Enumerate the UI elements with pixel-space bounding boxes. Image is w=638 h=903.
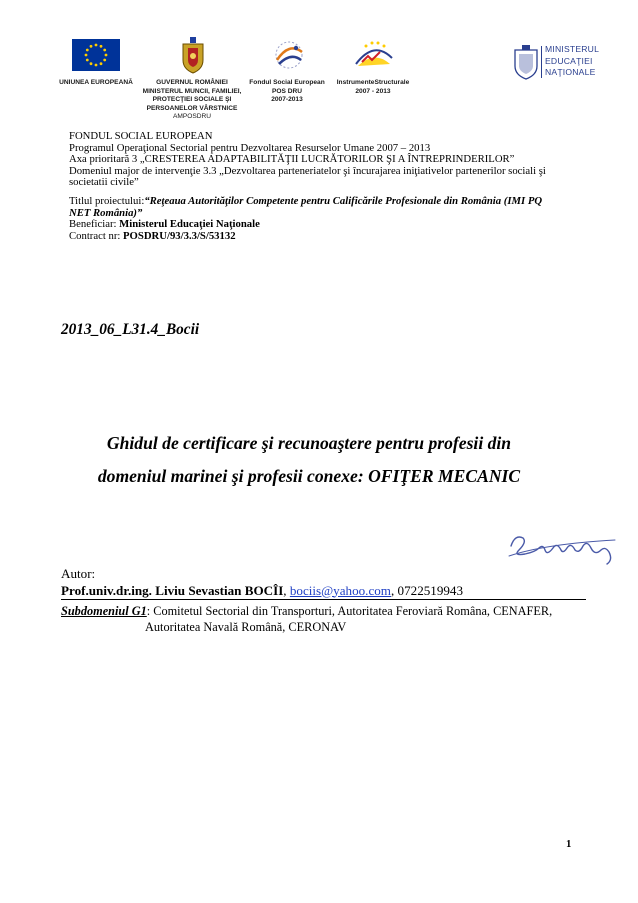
fse-heading: FONDUL SOCIAL EUROPEAN: [69, 130, 213, 142]
project-title-continued: NET România)”: [69, 206, 143, 219]
domain-line-continued: societatii civile”: [69, 176, 139, 189]
subdomain-label: Subdomeniul G1: [61, 604, 147, 618]
program-line: Programul Operaţional Sectorial pentru Dezvoltarea Resurselor Umane 2007 – 2013: [69, 141, 431, 154]
instrumente-label: InstrumenteStructurale 2007 - 2013: [336, 79, 410, 95]
domain-line: Domeniul major de intervenţie 3.3 „Dezvoltarea parteneriatelor şi încurajarea iniţiativelor partenerilor sociali şi: [69, 164, 546, 177]
signature-image: [505, 526, 620, 570]
project-title-label: Titlul proiectului:: [69, 194, 145, 207]
author-line: Prof.univ.dr.ing. Liviu Sevastian BOCÎI, bociis@yahoo.com, 0722519943: [61, 582, 464, 598]
author-name: Prof.univ.dr.ing. Liviu Sevastian BOCÎI: [61, 582, 284, 598]
main-title: [0, 427, 618, 493]
document-code: 2013_06_L31.4_Bocii: [61, 321, 200, 338]
author-phone: , 0722519943: [391, 582, 464, 598]
ministry-crest-icon: [513, 44, 539, 80]
author-block: [61, 566, 463, 599]
contract-label: Contract nr:: [69, 229, 124, 242]
separator-line: [61, 599, 586, 600]
contract-line: [69, 231, 569, 243]
ministry-logo-text: MINISTERUL EDUCAŢIEI NAŢIONALE: [545, 44, 600, 77]
main-title-line2: domeniul marinei şi profesii conexe: OFIŢER MECANIC: [97, 466, 521, 486]
axis-line: Axa prioritară 3 „CRESTEREA ADAPTABILITĂŢII LUCRĂTORILOR ŞI A ÎNTREPRINDERILOR”: [69, 153, 515, 166]
author-label: Autor:: [61, 566, 96, 581]
subdomain-text: : Comitetul Sectorial din Transporturi, Autoritatea Feroviară Româna, CENAFER,: [146, 604, 553, 618]
page-number: 1: [566, 838, 572, 850]
fse-logo-icon: [270, 38, 308, 72]
contract-value: POSDRU/93/3.3/S/53132: [123, 229, 236, 242]
beneficiary-value: Ministerul Educaţiei Naţionale: [119, 218, 260, 231]
fse-label: Fondul Social European POS DRU 2007-2013: [249, 79, 325, 104]
eu-flag-icon: [72, 39, 120, 71]
subdomain-block: [61, 604, 591, 635]
beneficiary-label: Beneficiar:: [69, 218, 120, 231]
subdomain-text-continued: Autoritatea Navală Română, CERONAV: [145, 619, 347, 634]
author-email-link[interactable]: bociis@yahoo.com: [289, 582, 391, 598]
romania-coat-of-arms-icon: [180, 36, 206, 74]
project-title: “Reţeaua Autorităţilor Competente pentru Calificările Profesionale din România (IMI PQ: [144, 194, 543, 207]
project-info: [69, 131, 569, 242]
instrumente-structurale-logo-icon: [352, 38, 396, 70]
gov-label: GUVERNUL ROMÂNIEI MINISTERUL MUNCII, FAMILIEI, PROTECŢIEI SOCIALE ŞI PERSOANELOR VÂRSTNICE AMPOSDRU: [142, 79, 242, 121]
eu-label: UNIUNEA EUROPEANĂ: [59, 79, 133, 86]
ministry-divider: [541, 46, 542, 78]
main-title-line1: Ghidul de certificare şi recunoaştere pentru profesii din: [106, 433, 512, 453]
project-title-line: [69, 196, 569, 208]
